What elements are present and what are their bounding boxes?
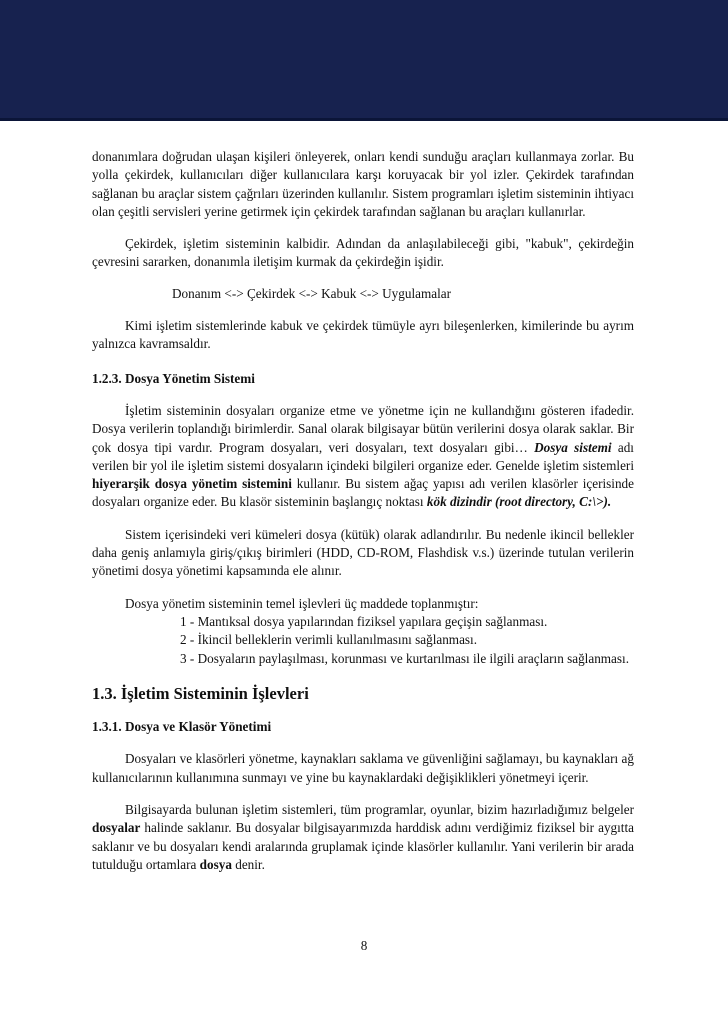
section-heading: 1.3.1. Dosya ve Klasör Yönetimi	[92, 719, 272, 735]
paragraph: Bilgisayarda bulunan işletim sistemleri, tüm programlar, oyunlar, bizim hazırladığımız belgeler dosyalar halinde saklanır. Bu dosyalar bilgisayarımızda harddisk adını verdiğimiz fiziksel bir aygıtta saklanır ve bu dosyaları kendi aralarında gruplamak içinde klasörler kullanılır. Yani verilerin bir arada tutulduğu ortamlara dosya denir.	[92, 802, 634, 872]
paragraph: İşletim sisteminin dosyaları organize etme ve yönetme için ne kullandığını gösteren ifadedir. Dosya verilerin toplandığı birimlerdir. Sanal olarak bilgisayar bütün verilerini dosya olarak saklar. Bir çok dosya tipi vardır. Program dosyaları, veri dosyaları, text dosyaları gibi… Dosya sistemi adı verilen bir yol ile işletim sistemi dosyaların içindeki bilgileri organize eder. Genelde işletim sistemleri hiyerarşik dosya yönetim sistemini kullanır. Bu sistem ağaç yapısı adı verilen klasörler içerisinde dosyaları organize eder. Bu klasör sisteminin başlangıç noktası kök dizindir (root directory, C:\>).	[92, 402, 634, 510]
layer-flow: Donanım <-> Çekirdek <-> Kabuk <-> Uygulamalar	[172, 285, 451, 301]
paragraph: donanımlara doğrudan ulaşan kişileri önleyerek, onları kendi sunduğu araçları kullanmaya zorlar. Bu yolla çekirdek, kullanıcıları diğer kullanıcılara karşı koruyacak bir yol izler. Çekirdek tarafından sağlanan bu araçlar sistem çağrıları üzerinden kullanılır. Sistem programları işletim sisteminin ihtiyacı olan çeşitli servisleri yerine getirmek için çekirdek tarafından sağlanan bu araçları kullanırlar.	[92, 149, 634, 219]
paragraph: Dosya yönetim sisteminin temel işlevleri üç maddede toplanmıştır:	[125, 595, 479, 611]
paragraph: Çekirdek, işletim sisteminin kalbidir. Adından da anlaşılabileceği gibi, "kabuk", çekirdeğin çevresini sararken, donanımla iletişim kurmak da çekirdeğin işidir.	[92, 236, 634, 270]
list-item: 1 - Mantıksal dosya yapılarından fiziksel yapılara geçişin sağlanması.	[180, 613, 548, 629]
header-banner	[0, 0, 728, 118]
paragraph: Kimi işletim sistemlerinde kabuk ve çekirdek tümüyle ayrı bileşenlerken, kimilerinde bu ayrım yalnızca kavramsaldır.	[92, 318, 634, 352]
paragraph: Sistem içerisindeki veri kümeleri dosya (kütük) olarak adlandırılır. Bu nedenle ikincil bellekler daha geniş anlamıyla giriş/çıkış birimleri (HDD, CD-ROM, Flashdisk v.s.) üzerinde tutulan verilerin yönetimi dosya yönetimi kapsamında ele alınır.	[92, 526, 634, 579]
chapter-heading: 1.3. İşletim Sisteminin İşlevleri	[92, 683, 309, 703]
list-item: 2 - İkincil belleklerin verimli kullanılmasını sağlanması.	[180, 632, 478, 648]
list-item: 3 - Dosyaların paylaşılması, korunması ve kurtarılması ile ilgili araçların sağlanması.	[180, 650, 629, 666]
section-heading: 1.2.3. Dosya Yönetim Sistemi	[92, 370, 255, 386]
header-divider	[0, 118, 728, 121]
page-number: 8	[360, 938, 368, 953]
paragraph: Dosyaları ve klasörleri yönetme, kaynakları saklama ve güvenliğini sağlamayı, bu kaynakları ağ kullanıcılarının kullanımına sunmayı ve yine bu kaynaklardaki değişiklikleri yönetmeyi içerir.	[92, 751, 634, 785]
page-body	[92, 148, 634, 874]
